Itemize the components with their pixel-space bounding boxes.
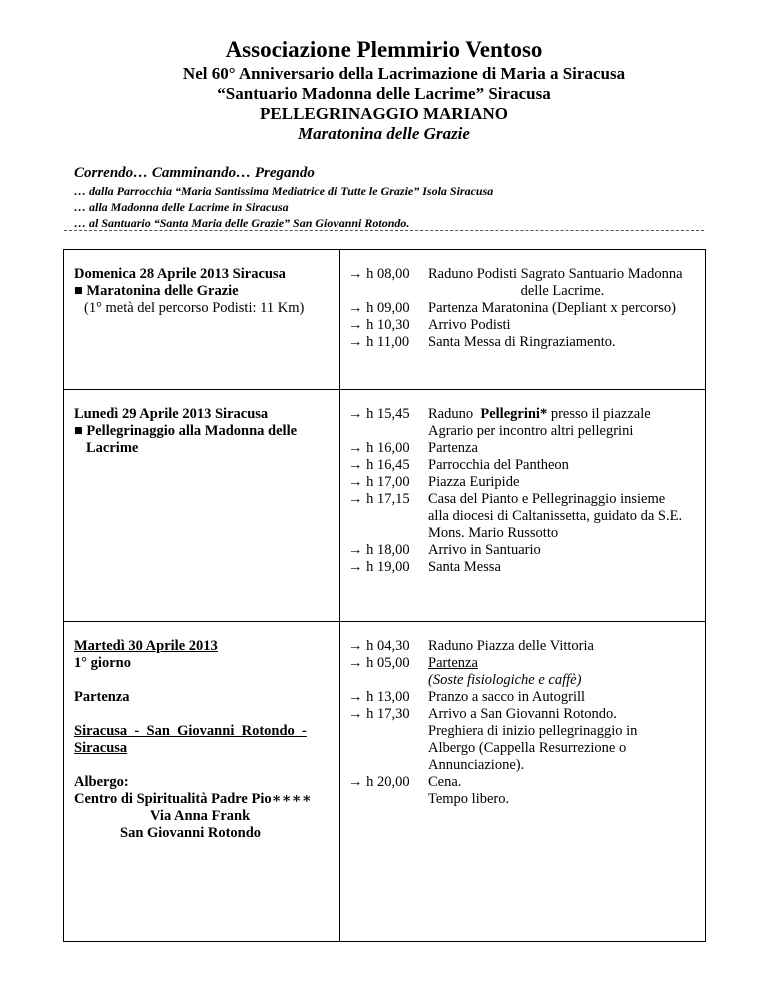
route-line: … alla Madonna delle Lacrime in Siracusa — [74, 200, 289, 214]
event-item — [348, 689, 697, 706]
event-time: → h 17,30 — [348, 706, 410, 722]
day2-item: ■ Pellegrinaggio alla Madonna delle — [74, 423, 298, 439]
schedule-table — [63, 249, 706, 942]
event-item — [348, 559, 697, 576]
event-time: → h 16,45 — [348, 457, 410, 473]
event-desc-cont: delle Lacrime. — [520, 283, 605, 299]
day1-item: ■ Maratonina delle Grazie — [74, 283, 239, 299]
event-time: → h 09,00 — [348, 300, 410, 316]
event-item — [348, 406, 697, 423]
event-desc — [428, 406, 697, 423]
event-item — [348, 317, 697, 334]
day2-title: Lunedì 29 Aprile 2013 Siracusa — [74, 406, 269, 422]
route-line: … dalla Parrocchia “Maria Santissima Mediatrice di Tutte le Grazie” Isola Siracusa — [74, 184, 494, 198]
event-item — [348, 457, 697, 474]
event-desc: Santa Messa di Ringraziamento. — [428, 334, 616, 350]
event-desc-pre: Raduno — [428, 406, 481, 422]
event-time: → h 17,00 — [348, 474, 410, 490]
event-item — [348, 300, 697, 317]
pilgrimage-title: PELLEGRINAGGIO MARIANO — [260, 104, 508, 123]
event-desc: Partenza — [428, 440, 478, 456]
event-time: → h 08,00 — [348, 266, 410, 282]
day3-route: Siracusa - San Giovanni Rotondo - — [74, 723, 307, 739]
event-item — [348, 334, 697, 351]
event-desc: Arrivo in Santuario — [428, 542, 541, 558]
intro-block — [74, 164, 714, 231]
event-desc: Casa del Pianto e Pellegrinaggio insieme — [428, 491, 666, 507]
schedule-row-day3 — [64, 622, 706, 942]
day3-route-cont: Siracusa — [74, 740, 128, 756]
day3-info — [64, 622, 340, 942]
motto: Correndo… Camminando… Pregando — [74, 165, 315, 181]
event-time: → h 11,00 — [348, 334, 410, 350]
day1-note: (1° metà del percorso Podisti: 11 Km) — [84, 300, 305, 316]
hotel-label: Albergo: — [74, 774, 129, 790]
dashed-divider — [64, 230, 704, 231]
event-time: → h 04,30 — [348, 638, 410, 654]
event-desc: Arrivo Podisti — [428, 317, 511, 333]
sanctuary-line: “Santuario Madonna delle Lacrime” Siracusa — [217, 84, 551, 103]
event-desc-cont: Annunciazione). — [428, 757, 525, 773]
event-time: → h 13,00 — [348, 689, 410, 705]
event-desc: Partenza — [428, 655, 478, 671]
pilgrims-label: Pellegrini* — [480, 406, 548, 422]
event-item — [348, 440, 697, 457]
event-time: → h 20,00 — [348, 774, 410, 790]
day2-info — [64, 390, 340, 622]
day1-title: Domenica 28 Aprile 2013 Siracusa — [74, 266, 286, 282]
organization-name: Associazione Plemmirio Ventoso — [225, 37, 543, 62]
event-desc: Raduno Podisti Sagrato Santuario Madonna — [428, 266, 683, 282]
event-item — [348, 774, 697, 791]
day1-info — [64, 250, 340, 390]
schedule-row-day1 — [64, 250, 706, 390]
event-subtitle: Maratonina delle Grazie — [298, 124, 470, 143]
event-time: → h 16,00 — [348, 440, 410, 456]
event-item — [348, 655, 697, 672]
event-time: → h 18,00 — [348, 542, 410, 558]
day3-title: Martedì 30 Aprile 2013 — [74, 638, 218, 654]
day3-departure: Partenza — [74, 689, 130, 705]
day2-item-cont: Lacrime — [86, 440, 139, 456]
event-time: → h 05,00 — [348, 655, 410, 671]
anniversary-line: Nel 60° Anniversario della Lacrimazione di Maria a Siracusa — [182, 64, 626, 83]
event-desc: Santa Messa — [428, 559, 501, 575]
document-header — [0, 36, 768, 144]
hotel-name: Centro di Spiritualità Padre Pio∗∗∗∗ — [74, 791, 312, 807]
hotel-city: San Giovanni Rotondo — [120, 825, 262, 841]
event-desc: Piazza Euripide — [428, 474, 520, 490]
event-desc-post: presso il piazzale — [547, 406, 651, 422]
event-time: → h 15,45 — [348, 406, 410, 422]
day3-day-label: 1° giorno — [74, 655, 131, 671]
day2-events — [340, 390, 706, 622]
event-desc: Partenza Maratonina (Depliant x percorso) — [428, 300, 677, 316]
day1-events — [340, 250, 706, 390]
event-item — [348, 706, 697, 723]
event-desc-cont: (Soste fisiologiche e caffè) — [428, 672, 582, 688]
event-desc-cont: Mons. Mario Russotto — [428, 525, 559, 541]
event-item — [348, 266, 697, 283]
event-desc: Cena. — [428, 774, 462, 790]
event-desc-cont: alla diocesi di Caltanissetta, guidato da S.E. — [428, 508, 683, 524]
day3-events — [340, 622, 706, 942]
schedule-row-day2 — [64, 390, 706, 622]
event-item — [348, 638, 697, 655]
hotel-block — [74, 774, 333, 842]
event-desc: Parrocchia del Pantheon — [428, 457, 569, 473]
event-item — [348, 474, 697, 491]
event-desc-cont: Preghiera di inizio pellegrinaggio in — [428, 723, 638, 739]
hotel-street: Via Anna Frank — [150, 808, 251, 824]
event-desc-cont: Albergo (Cappella Resurrezione o — [428, 740, 627, 756]
event-item — [348, 542, 697, 559]
event-time: → h 10,30 — [348, 317, 410, 333]
route-line: … al Santuario “Santa Maria delle Grazie” San Giovanni Rotondo. — [74, 216, 410, 230]
event-desc-cont: Agrario per incontro altri pellegrini — [428, 423, 634, 439]
event-desc: Pranzo a sacco in Autogrill — [428, 689, 586, 705]
event-desc: Raduno Piazza delle Vittoria — [428, 638, 594, 654]
event-desc: Arrivo a San Giovanni Rotondo. — [428, 706, 617, 722]
event-time: → h 19,00 — [348, 559, 410, 575]
event-item — [348, 491, 697, 508]
event-desc-cont: Tempo libero. — [428, 791, 510, 807]
event-time: → h 17,15 — [348, 491, 410, 507]
